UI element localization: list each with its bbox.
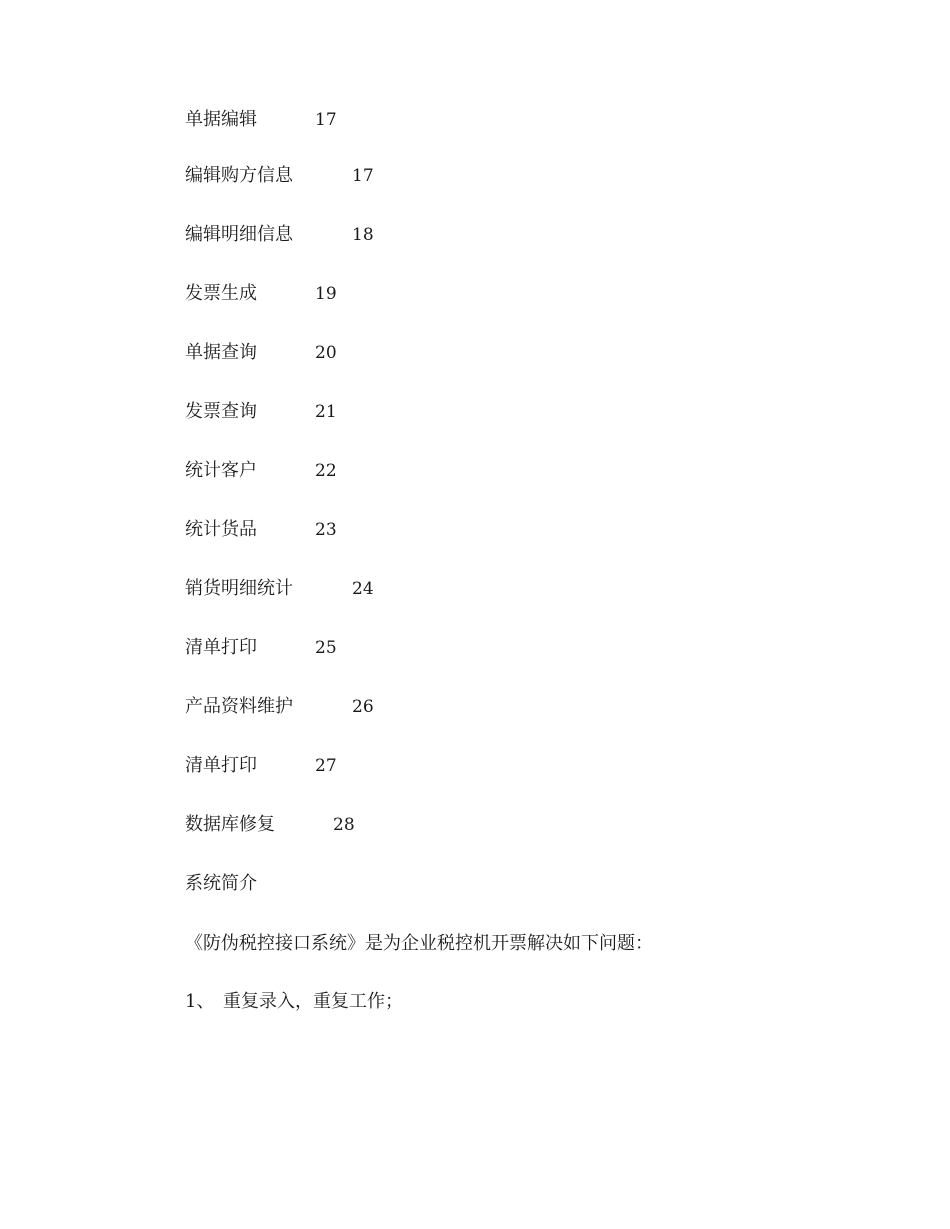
toc-entry-page: 23 — [315, 520, 337, 540]
toc-entry-title: 数据库修复 — [185, 814, 275, 835]
toc-entry-page: 21 — [315, 402, 337, 422]
toc-entry-title: 产品资料维护 — [185, 696, 293, 717]
list-item — [185, 990, 403, 1014]
toc-entry — [185, 754, 337, 778]
toc-entry — [185, 636, 337, 660]
toc-entry — [185, 341, 337, 365]
toc-entry-title: 清单打印 — [185, 755, 257, 776]
section-heading: 系统简介 — [185, 873, 257, 894]
toc-entry-title: 单据查询 — [185, 342, 257, 363]
toc-entry-page: 19 — [315, 284, 337, 304]
toc-entry-title: 发票查询 — [185, 401, 257, 422]
toc-entry-page: 24 — [352, 579, 374, 599]
toc-entry — [185, 577, 374, 601]
toc-entry-title: 单据编辑 — [185, 109, 257, 130]
list-item-text: 重复录入，重复工作； — [223, 991, 403, 1012]
toc-entry — [185, 282, 337, 306]
toc-entry — [185, 400, 337, 424]
toc-entry-page: 17 — [315, 110, 337, 130]
toc-entry — [185, 108, 337, 132]
toc-entry — [185, 813, 355, 837]
toc-entry-title: 发票生成 — [185, 283, 257, 304]
list-item-number: 1、 — [185, 991, 215, 1012]
toc-entry-title: 统计货品 — [185, 519, 257, 540]
toc-entry-page: 20 — [315, 343, 337, 363]
toc-entry-title: 编辑明细信息 — [185, 224, 293, 245]
toc-entry — [185, 459, 337, 483]
toc-entry-page: 18 — [352, 225, 374, 245]
toc-entry-page: 25 — [315, 638, 337, 658]
toc-entry — [185, 164, 374, 188]
toc-entry-page: 17 — [352, 166, 374, 186]
toc-entry-page: 22 — [315, 461, 337, 481]
toc-entry — [185, 518, 337, 542]
toc-entry-title: 编辑购方信息 — [185, 165, 293, 186]
toc-entry-title: 清单打印 — [185, 637, 257, 658]
toc-entry — [185, 695, 374, 719]
toc-entry-page: 28 — [333, 815, 355, 835]
toc-entry-page: 27 — [315, 756, 337, 776]
intro-paragraph: 《防伪税控接口系统》是为企业税控机开票解决如下问题： — [185, 933, 653, 954]
toc-entry-title: 销货明细统计 — [185, 578, 293, 599]
toc-entry — [185, 223, 374, 247]
toc-entry-title: 统计客户 — [185, 460, 257, 481]
toc-entry-page: 26 — [352, 697, 374, 717]
